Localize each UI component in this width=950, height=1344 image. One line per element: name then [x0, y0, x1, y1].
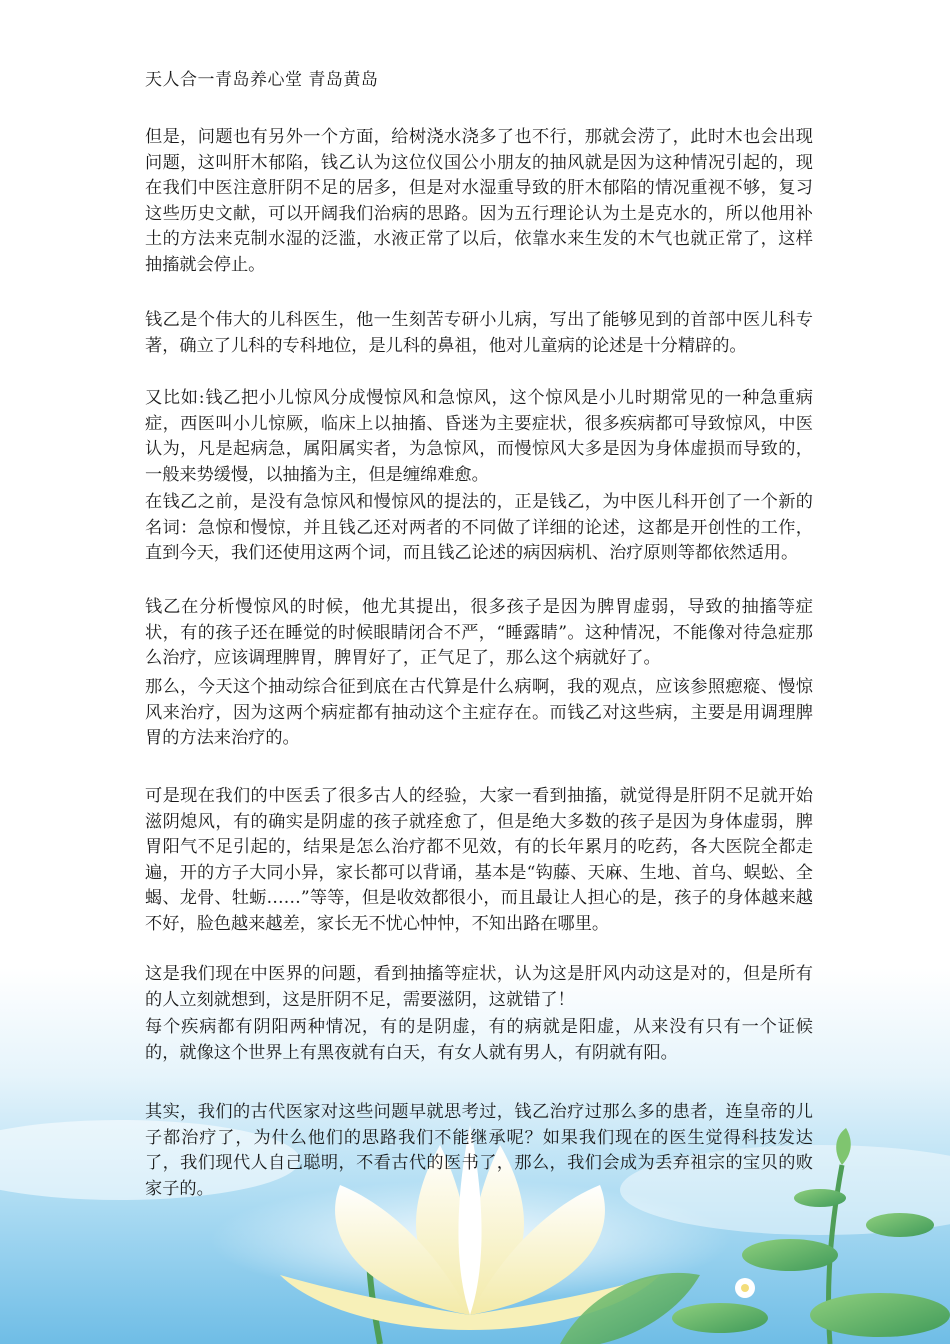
paragraph-10: 其实，我们的古代医家对这些问题早就思考过，钱乙治疗过那么多的患者，连皇帝的儿子都治疗了，为什么他们的思路我们不能继承呢？如果我们现在的医生觉得科技发达了，我们现代人自己聪明，不看古代的医书了，那么，我们会成为丢弃祖宗的宝贝的败家子的。	[145, 1102, 813, 1199]
paragraph-3: 又比如:钱乙把小儿惊风分成慢惊风和急惊风，这个惊风是小儿时期常见的一种急重病症，西医叫小儿惊厥，临床上以抽搐、昏迷为主要症状，很多疾病都可导致惊风，中医认为，凡是起病急，属阳属实者，为急惊风，而慢惊风大多是因为身体虚损而导致的，一般来势缓慢，以抽搐为主，但是缠绵难愈。	[145, 388, 813, 485]
paragraph-8: 这是我们现在中医界的问题，看到抽搐等症状，认为这是肝风内动这是对的，但是所有的人立刻就想到，这是肝阴不足，需要滋阴，这就错了！	[145, 964, 813, 1010]
paragraph-2: 钱乙是个伟大的儿科医生，他一生刻苦专研小儿病，写出了能够见到的首部中医儿科专著，确立了儿科的专科地位，是儿科的鼻祖，他对儿童病的论述是十分精辟的。	[145, 310, 813, 356]
paragraph-7: 可是现在我们的中医丢了很多古人的经验，大家一看到抽搐，就觉得是肝阴不足就开始滋阴熄风，有的确实是阴虚的孩子就痊愈了，但是绝大多数的孩子是因为身体虚弱，脾胃阳气不足引起的，结果是怎么治疗都不见效，有的长年累月的吃药，各大医院全都走遍，开的方子大同小异，家长都可以背诵，基本是“钩藤、天麻、生地、首乌、蜈蚣、全蝎、龙骨、牡蛎……”等等，但是收效都很小，而且最让人担心的是，孩子的身体越来越不好，脸色越来越差，家长无不忧心忡忡，不知出路在哪里。	[145, 786, 813, 934]
paragraph-6: 那么，今天这个抽动综合征到底在古代算是什么病啊，我的观点，应该参照瘛瘲、慢惊风来治疗，因为这两个病症都有抽动这个主症存在。而钱乙对这些病，主要是用调理脾胃的方法来治疗的。	[145, 677, 813, 749]
paragraph-9: 每个疾病都有阴阳两种情况，有的是阴虚，有的病就是阳虚，从来没有只有一个证候的，就像这个世界上有黑夜就有白天，有女人就有男人，有阴就有阳。	[145, 1017, 813, 1063]
paragraph-4: 在钱乙之前，是没有急惊风和慢惊风的提法的，正是钱乙，为中医儿科开创了一个新的名词：急惊和慢惊，并且钱乙还对两者的不同做了详细的论述，这都是开创性的工作，直到今天，我们还使用这两个词，而且钱乙论述的病因病机、治疗原则等都依然适用。	[145, 492, 813, 564]
paragraph-5: 钱乙在分析慢惊风的时候，他尤其提出，很多孩子是因为脾胃虚弱，导致的抽搐等症状，有的孩子还在睡觉的时候眼睛闭合不严，“睡露睛”。这种情况，不能像对待急症那么治疗，应该调理脾胃，脾胃好了，正气足了，那么这个病就好了。	[145, 597, 813, 669]
paragraph-1: 但是，问题也有另外一个方面，给树浇水浇多了也不行，那就会涝了，此时木也会出现问题，这叫肝木郁陷，钱乙认为这位仪国公小朋友的抽风就是因为这种情况引起的，现在我们中医注意肝阴不足的居多，但是对水湿重导致的肝木郁陷的情况重视不够，复习这些历史文献，可以开阔我们治病的思路。因为五行理论认为土是克水的，所以他用补土的方法来克制水湿的泛滥，水液正常了以后，依靠水来生发的木气也就正常了，这样抽搐就会停止。	[145, 127, 813, 275]
page-header: 天人合一青岛养心堂 青岛黄岛	[145, 70, 379, 90]
